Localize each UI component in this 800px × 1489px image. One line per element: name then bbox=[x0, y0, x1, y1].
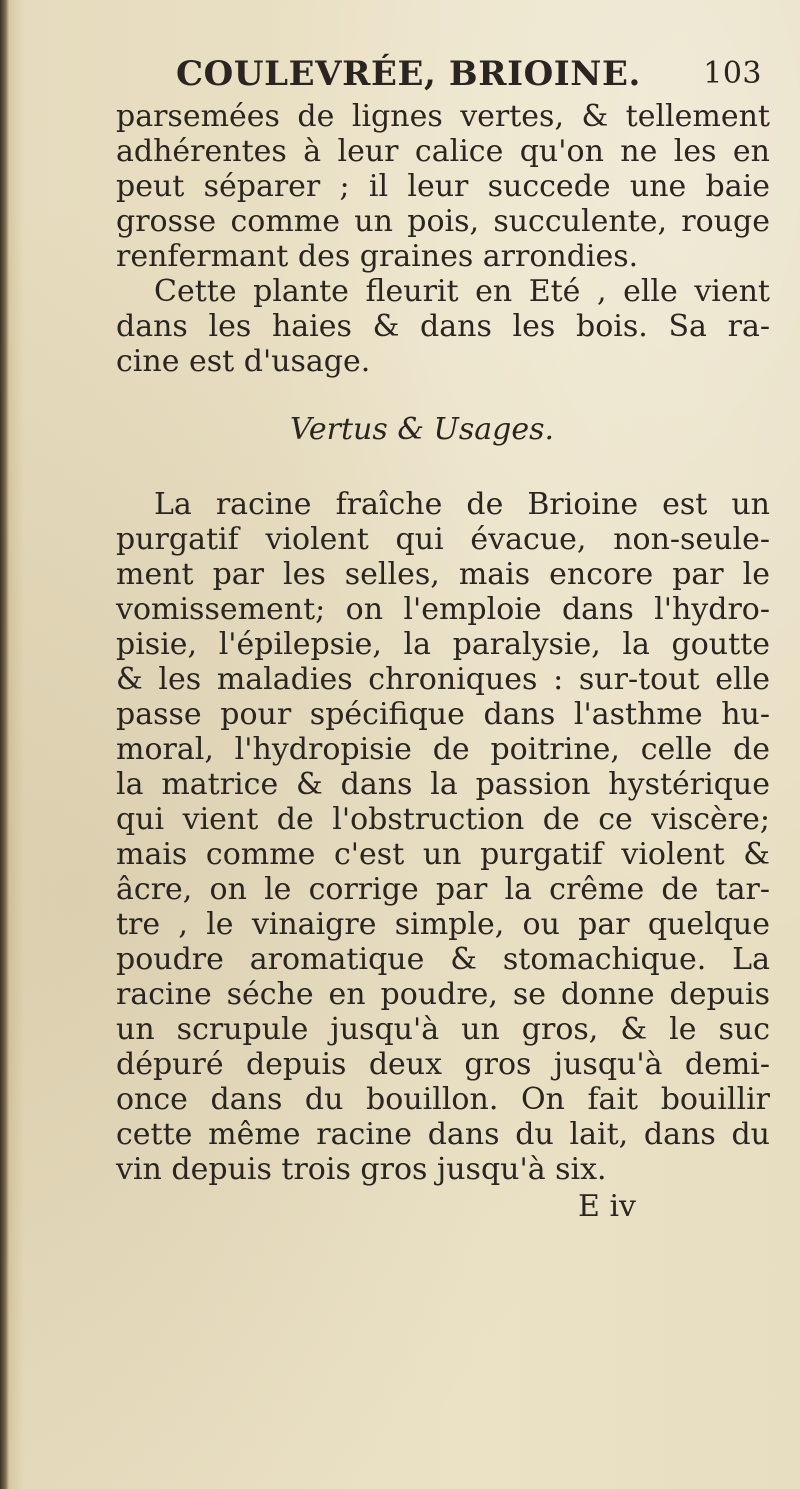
signature-mark: E iv bbox=[578, 1189, 636, 1224]
text-line: passe pour spécifique dans l'asthme hu- bbox=[116, 697, 770, 732]
text-line: renfermant des graines arrondies. bbox=[116, 239, 639, 274]
text-line: dépuré depuis deux gros jusqu'à demi- bbox=[116, 1047, 770, 1082]
paragraph-continuation bbox=[116, 99, 770, 274]
text-line: qui vient de l'obstruction de ce viscère; bbox=[116, 802, 770, 837]
text-line: tre , le vinaigre simple, ou par quelque bbox=[116, 907, 770, 942]
running-title: COULEVRÉE, BRIOINE. bbox=[176, 54, 641, 94]
text-line: adhérentes à leur calice qu'on ne les en bbox=[116, 134, 770, 169]
text-line: cine est d'usage. bbox=[116, 344, 371, 379]
text-line: parsemées de lignes vertes, & tellement bbox=[116, 99, 770, 134]
text-line: un scrupule jusqu'à un gros, & le suc bbox=[116, 1012, 770, 1047]
page-number: 103 bbox=[703, 56, 762, 91]
section-gap bbox=[116, 465, 770, 487]
text-line: once dans du bouillon. On fait bouillir bbox=[116, 1082, 770, 1117]
text-line: racine séche en poudre, se donne depuis bbox=[116, 977, 770, 1012]
text-line: vomissement; on l'emploie dans l'hydro- bbox=[116, 592, 770, 627]
text-line: ment par les selles, mais encore par le bbox=[116, 557, 770, 592]
text-line: grosse comme un pois, succulente, rouge bbox=[116, 204, 770, 239]
text-line: la matrice & dans la passion hystérique bbox=[116, 767, 770, 802]
text-line: âcre, on le corrige par la crême de tar- bbox=[116, 872, 770, 907]
text-line: & les maladies chroniques : sur-tout elle bbox=[116, 662, 770, 697]
paragraph-virtues bbox=[116, 487, 770, 1187]
text-line: moral, l'hydropisie de poitrine, celle de bbox=[116, 732, 770, 767]
book-spine-shadow bbox=[0, 0, 9, 1489]
text-line: vin depuis trois gros jusqu'à six. bbox=[116, 1152, 607, 1187]
text-line: pisie, l'épilepsie, la paralysie, la goutte bbox=[116, 627, 770, 662]
text-line: mais comme c'est un purgatif violent & bbox=[116, 837, 770, 872]
text-line: purgatif violent qui évacue, non-seule- bbox=[116, 522, 770, 557]
text-line: La racine fraîche de Brioine est un bbox=[154, 487, 770, 522]
running-head bbox=[116, 54, 770, 99]
text-line: poudre aromatique & stomachique. La bbox=[116, 942, 770, 977]
book-page bbox=[116, 54, 770, 1444]
text-line: dans les haies & dans les bois. Sa ra- bbox=[116, 309, 770, 344]
text-line: cette même racine dans du lait, dans du bbox=[116, 1117, 770, 1152]
paragraph-flowering bbox=[116, 274, 770, 379]
text-line: peut séparer ; il leur succede une baie bbox=[116, 169, 770, 204]
text-line: Cette plante fleurit en Eté , elle vient bbox=[154, 274, 770, 309]
section-heading: Vertus & Usages. bbox=[290, 412, 555, 447]
